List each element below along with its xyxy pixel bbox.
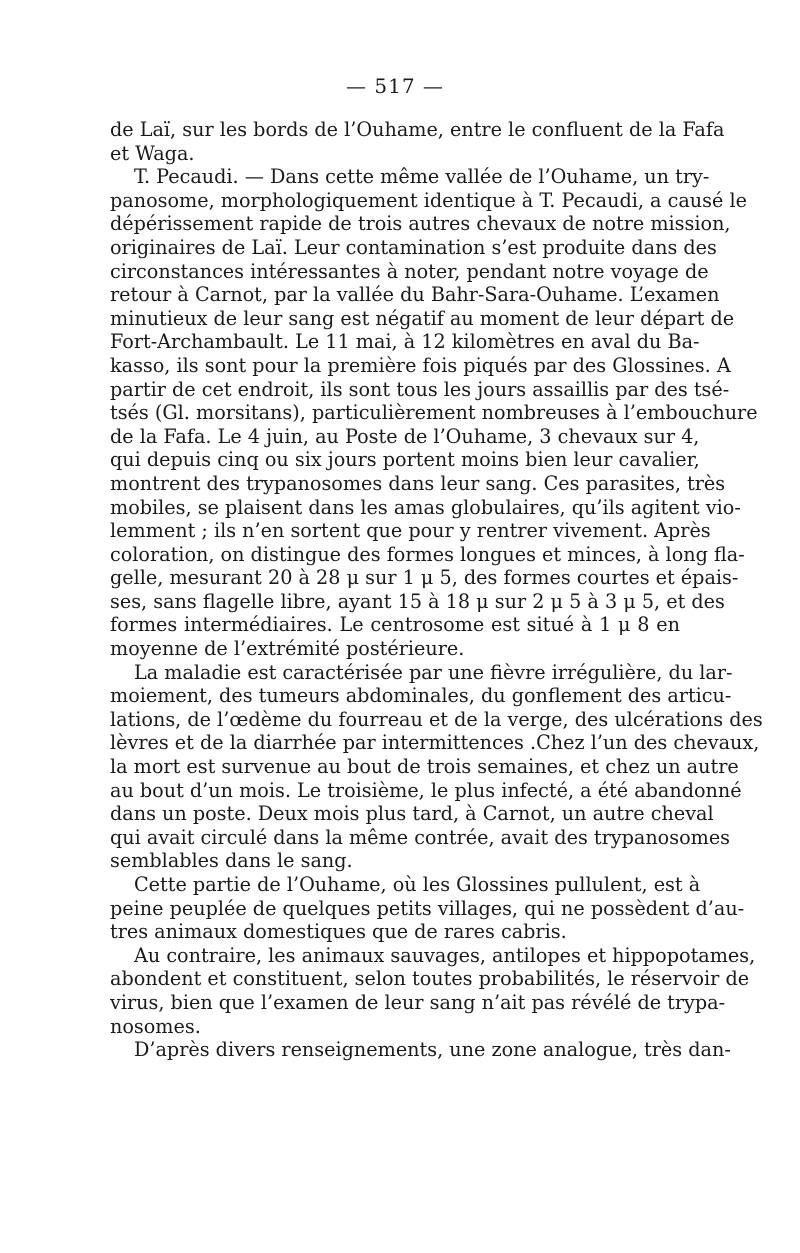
text-line: La maladie est caractérisée par une fièvre irrégulière, du lar- (134, 660, 733, 684)
paragraph-2 (110, 165, 758, 661)
text-line: qui depuis cinq ou six jours portent moins bien leur cavalier, (110, 448, 700, 472)
text-line: mobiles, se plaisent dans les amas globulaires, qu’ils agitent vio- (110, 495, 741, 519)
text-line: formes intermédiaires. Le centrosome est situé à 1 μ 8 en (110, 613, 680, 637)
page-number: — 517 — (346, 74, 444, 98)
text-line: moiement, des tumeurs abdominales, du gonflement des articu- (110, 684, 732, 708)
text-line: panosome, morphologiquement identique à T. Pecaudi, a causé le (110, 188, 747, 212)
text-line: de la Fafa. Le 4 juin, au Poste de l’Ouhame, 3 chevaux sur 4, (110, 424, 700, 448)
text-line: originaires de Laï. Leur contamination s’est produite dans des (110, 235, 717, 259)
document-page (110, 72, 763, 1062)
text-line: la mort est survenue au bout de trois semaines, et chez un autre (110, 755, 739, 779)
text-line: Fort-Archambault. Le 11 mai, à 12 kilomètres en aval du Ba- (110, 330, 700, 354)
paragraph-5 (110, 943, 756, 1038)
text-line: minutieux de leur sang est négatif au moment de leur départ de (110, 306, 735, 330)
text-line: ses, sans flagelle libre, ayant 15 à 18 μ sur 2 μ 5 à 3 μ 5, et des (110, 589, 725, 613)
text-line: nosomes. (110, 1014, 201, 1038)
text-line: abondent et constituent, selon toutes probabilités, le réservoir de (110, 967, 750, 991)
text-line: peine peuplée de quelques petits villages, qui ne possèdent d’au- (110, 896, 745, 920)
text-line: qui avait circulé dans la même contrée, avait des trypanosomes (110, 825, 731, 849)
text-line: virus, bien que l’examen de leur sang n’ait pas révélé de trypa- (110, 990, 726, 1014)
text-line: Au contraire, les animaux sauvages, antilopes et hippopotames, (134, 943, 756, 967)
text-line: lemment ; ils n’en sortent que pour y rentrer vivement. Après (110, 519, 711, 543)
text-line: et Waga. (110, 141, 195, 165)
text-line: lations, de l’œdème du fourreau et de la verge, des ulcérations des (110, 707, 763, 731)
text-line: tsés (Gl. morsitans), particulièrement nombreuses à l’embouchure (110, 401, 758, 425)
text-line: D’après divers renseignements, une zone analogue, très dan- (134, 1038, 731, 1062)
text-line: Cette partie de l’Ouhame, où les Glossines pullulent, est à (134, 873, 701, 896)
paragraph-1 (110, 118, 725, 165)
paragraph-3 (110, 660, 763, 873)
text-line: dans un poste. Deux mois plus tard, à Carnot, un autre cheval (110, 802, 714, 826)
text-line: tres animaux domestiques que de rares cabris. (110, 920, 567, 944)
text-line: kasso, ils sont pour la première fois piqués par des Glossines. A (110, 353, 731, 377)
text-line: lèvres et de la diarrhée par intermittences .Chez l’un des chevaux, (110, 731, 760, 755)
text-line: de Laï, sur les bords de l’Ouhame, entre le confluent de la Fafa (110, 118, 725, 141)
text-line: retour à Carnot, par la vallée du Bahr-Sara-Ouhame. L’examen (110, 283, 720, 307)
text-line: T. Pecaudi. — Dans cette même vallée de l’Ouhame, un try- (134, 165, 710, 189)
text-line: au bout d’un mois. Le troisième, le plus infecté, a été abandonné (110, 778, 742, 802)
text-line: semblables dans le sang. (110, 849, 353, 873)
paragraph-4 (110, 873, 745, 944)
text-line: dépérissement rapide de trois autres chevaux de notre mission, (110, 212, 731, 236)
text-line: moyenne de l’extrémité postérieure. (110, 637, 465, 661)
text-line: gelle, mesurant 20 à 28 μ sur 1 μ 5, des formes courtes et épais- (110, 566, 739, 590)
paragraph-6 (110, 1038, 731, 1062)
text-line: partir de cet endroit, ils sont tous les jours assaillis par des tsé- (110, 377, 730, 401)
text-line: circonstances intéressantes à noter, pendant notre voyage de (110, 259, 709, 283)
text-line: coloration, on distingue des formes longues et minces, à long fla- (110, 542, 745, 566)
text-line: montrent des trypanosomes dans leur sang. Ces parasites, très (110, 471, 726, 495)
